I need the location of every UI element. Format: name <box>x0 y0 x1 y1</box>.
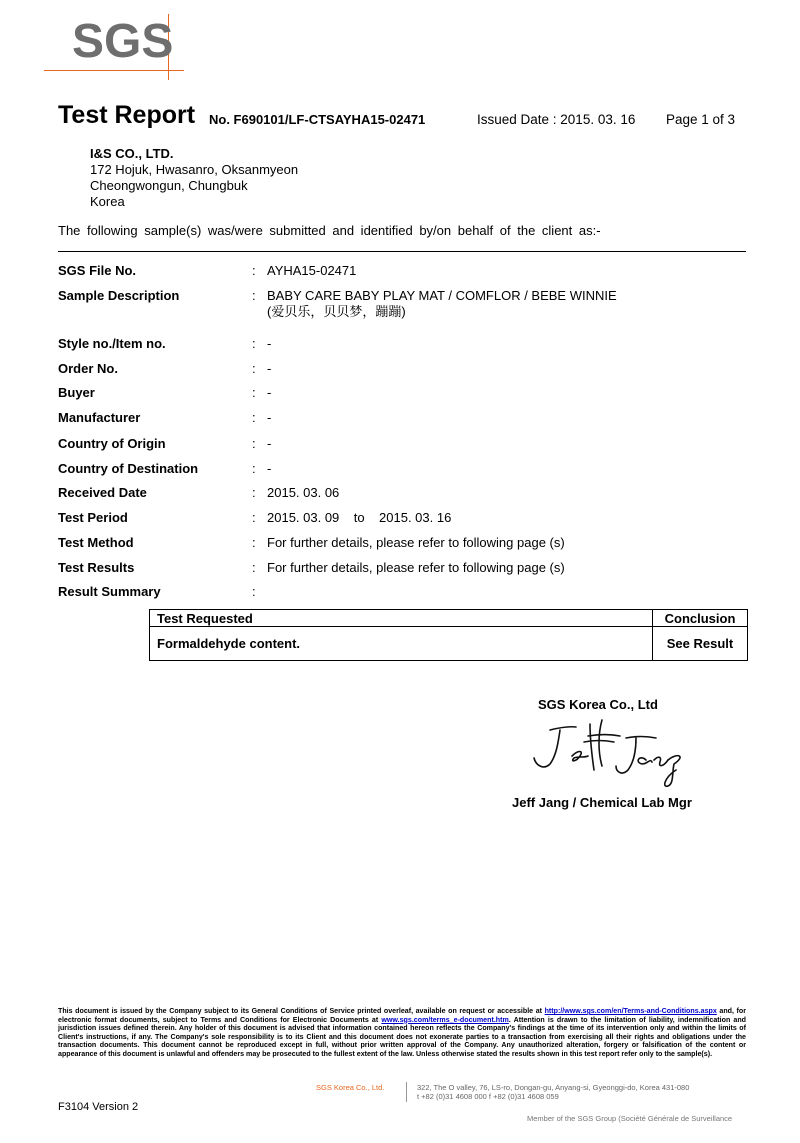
divider <box>58 251 746 252</box>
field-value-manufacturer: - <box>267 410 272 425</box>
field-label-test-results: Test Results <box>58 560 135 575</box>
field-value-received-date: 2015. 03. 06 <box>267 485 340 500</box>
table-row <box>150 627 748 661</box>
report-number: No. F690101/LF-CTSAYHA15-02471 <box>209 112 426 127</box>
result-summary-table <box>149 609 748 661</box>
field-colon: : <box>252 336 256 351</box>
sgs-group-membership: Member of the SGS Group (Société Générale de Surveillance <box>527 1114 733 1123</box>
field-colon: : <box>252 535 256 550</box>
terms-conditions-link[interactable]: http://www.sgs.com/en/Terms-and-Conditions.aspx <box>544 1007 717 1015</box>
table-header-row <box>150 610 748 627</box>
handwritten-signature <box>528 716 698 788</box>
issued-date: Issued Date : 2015. 03. 16 <box>477 112 636 127</box>
field-colon: : <box>252 485 256 500</box>
field-label-result-summary: Result Summary <box>58 584 161 599</box>
footer-divider <box>406 1082 407 1102</box>
field-colon: : <box>252 410 256 425</box>
page-number: Page 1 of 3 <box>666 112 736 127</box>
field-label-sample-description: Sample Description <box>58 288 180 303</box>
field-colon: : <box>252 361 256 376</box>
disclaimer-text: . Attention is drawn to the limitation of liability, indemnification and jurisdiction issues defined therein. Any holder of this document is advised that information contained hereon reflects the Company's findings at the time of its intervention only and within the limits of Client's instructions, if any. The Company's sole responsibility is to its Client and this document does not exonerate parties to a transaction from exercising all their rights and obligations under the transaction documents. This document cannot be reproduced except in full, without prior written approval of the Company. Any unauthorized alteration, forgery or falsification of the content or appearance of this document is unlawful and offenders may be prosecuted to the fullest extent of the law. Unless otherwise stated the results shown in this test report refer only to the sample(s). <box>58 1015 746 1058</box>
field-colon: : <box>252 288 256 303</box>
signer-name: Jeff Jang / Chemical Lab Mgr <box>512 795 692 810</box>
field-value-country-of-origin: - <box>267 436 272 451</box>
field-value-sgs-file-no: AYHA15-02471 <box>267 263 357 278</box>
field-value-style-no: - <box>267 336 272 351</box>
client-name: I&S CO., LTD. <box>90 146 174 161</box>
test-name: Formaldehyde content. <box>157 636 301 651</box>
field-label-sgs-file-no: SGS File No. <box>58 263 137 278</box>
field-label-test-method: Test Method <box>58 535 134 550</box>
cell-conclusion <box>653 627 748 661</box>
field-label-buyer: Buyer <box>58 385 95 400</box>
field-value-country-of-destination: - <box>267 461 272 476</box>
field-label-country-of-origin: Country of Origin <box>58 436 166 451</box>
field-colon: : <box>252 461 256 476</box>
field-colon: : <box>252 510 256 525</box>
disclaimer-text: This document is issued by the Company subject to its General Conditions of Service printed overleaf, available on request or accessible at <box>58 1007 545 1015</box>
legal-disclaimer <box>58 1007 746 1059</box>
form-version: F3104 Version 2 <box>58 1101 139 1113</box>
logo-rule-horizontal <box>44 70 184 71</box>
sgs-logo: SGS <box>72 15 174 68</box>
field-value-test-results: For further details, please refer to following page (s) <box>267 560 565 575</box>
header-test-requested: Test Requested <box>150 610 653 627</box>
field-label-manufacturer: Manufacturer <box>58 410 141 425</box>
field-colon: : <box>252 385 256 400</box>
field-label-country-of-destination: Country of Destination <box>58 461 199 476</box>
field-label-received-date: Received Date <box>58 485 147 500</box>
field-value-test-period: 2015. 03. 09 to 2015. 03. 16 <box>267 510 452 525</box>
footer-phone-line: t +82 (0)31 4608 000 f +82 (0)31 4608 059 <box>417 1092 559 1101</box>
field-value-buyer: - <box>267 385 272 400</box>
client-address-line: 172 Hojuk, Hwasanro, Oksanmyeon <box>90 162 299 177</box>
field-colon: : <box>252 560 256 575</box>
report-title: Test Report <box>58 101 196 129</box>
signing-company: SGS Korea Co., Ltd <box>538 697 658 712</box>
footer-company: SGS Korea Co., Ltd. <box>316 1083 385 1092</box>
field-value-sample-description-cn: (爱贝乐，贝贝梦，蹦蹦) <box>267 304 406 319</box>
conclusion-value: See Result <box>666 636 734 651</box>
disclaimer-text: and, for electronic format documents, subject to Terms and Conditions for Electronic Documents at <box>58 1007 746 1024</box>
intro-text: The following sample(s) was/were submitted and identified by/on behalf of the client as:- <box>58 223 601 238</box>
header-conclusion: Conclusion <box>653 610 748 627</box>
field-colon: : <box>252 263 256 278</box>
field-label-test-period: Test Period <box>58 510 128 525</box>
footer-address-line: 322, The O valley, 76, LS-ro, Dongan-gu, Anyang-si, Gyeonggi-do, Korea 431-080 <box>417 1083 690 1092</box>
field-value-order-no: - <box>267 361 272 376</box>
client-address-line: Cheongwongun, Chungbuk <box>90 178 248 193</box>
field-value-sample-description: BABY CARE BABY PLAY MAT / COMFLOR / BEBE WINNIE <box>267 288 617 303</box>
footer-address <box>417 1083 689 1101</box>
field-label-style-no: Style no./Item no. <box>58 336 166 351</box>
e-document-terms-link[interactable]: www.sgs.com/terms_e-document.htm <box>381 1015 509 1024</box>
field-value-test-method: For further details, please refer to following page (s) <box>267 535 565 550</box>
field-label-order-no: Order No. <box>58 361 118 376</box>
client-address-line: Korea <box>90 194 125 209</box>
field-colon: : <box>252 436 256 451</box>
cell-test-requested <box>150 627 653 661</box>
field-colon: : <box>252 584 256 599</box>
